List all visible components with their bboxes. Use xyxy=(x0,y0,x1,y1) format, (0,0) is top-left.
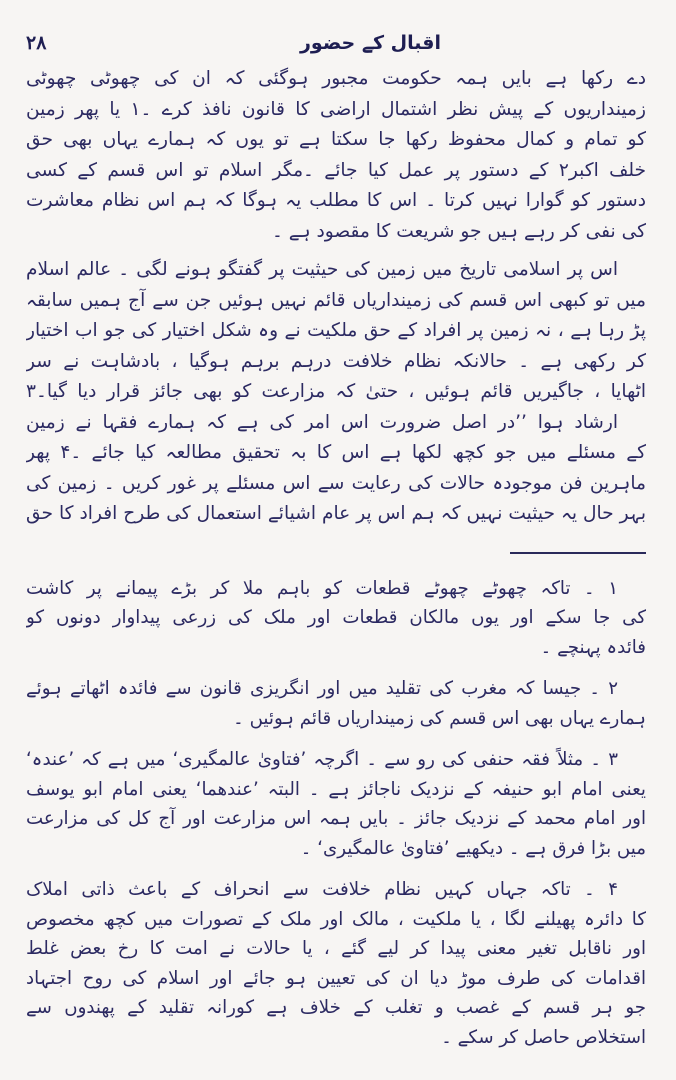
running-title: اقبال کے حضور xyxy=(299,32,441,54)
footnote-line: اور ناقابل تغیر معنی پیدا کر لیے گئے ، یا حالات نے امت کا رخ بعض غلط xyxy=(26,938,646,959)
body-text xyxy=(26,64,646,530)
footnote-line: کا دائرہ پھیلنے لگا ، یا ملکیت ، مالک اور ملک کے تصورات میں کچھ مخصوص xyxy=(26,908,646,930)
body-line: دستور کو گوارا نہیں کرتا ۔ اس کا مطلب یہ ہوگا کہ ہم اس نظام معاشرت xyxy=(26,190,646,211)
body-line: میں تو کبھی اس قسم کی زمینداریاں قائم نہیں ہوئیں جن سے آج ہمیں سابقہ xyxy=(26,289,646,311)
body-line: بہر حال یہ حیثیت نہیں کہ ہم اس پر عام اشیائے استعمال کی طرح افراد کا حق xyxy=(26,503,646,524)
footnote-line: جو ہر قسم کے غصب و تغلب کے خلاف ہے کورانہ تقلید کے پھندوں سے xyxy=(26,997,646,1018)
footnote-line: ۱ ۔ تاکہ چھوٹے چھوٹے قطعات کو باہم ملا کر بڑے پیمانے پر کاشت xyxy=(26,577,618,599)
body-line: دے رکھا ہے بایں ہمہ حکومت مجبور ہوگئی کہ ان کی چھوٹی چھوٹی xyxy=(26,68,646,89)
footnotes xyxy=(26,574,646,1053)
footnote-line: فائدہ پہنچے ۔ xyxy=(540,636,646,658)
body-line: کی نفی کر رہے ہیں جو شریعت کا مقصود ہے ۔ xyxy=(272,220,646,242)
body-line: کو تمام و کمال محفوظ رکھا جا سکتا ہے تو یوں کہ ہمارے یہاں بھی حق xyxy=(26,129,646,150)
page-number: ۲۸ xyxy=(26,32,47,54)
footnote-line: یعنی امام ابو حنیفہ کے نزدیک ناجائز ہے ۔ البتہ ’عندھما‘ یعنی امام ابو یوسف xyxy=(26,778,646,800)
body-line: خلف اکبر۲ کے دستور پر عمل کیا جائے ۔مگر اسلام تو اس قسم کے کسی xyxy=(26,159,646,181)
footnote-line: استخلاص حاصل کر سکے ۔ xyxy=(441,1026,646,1048)
footnote-line: ۳ ۔ مثلاً فقہ حنفی کی رو سے ۔ اگرچہ ’فتاویٰ عالمگیری‘ میں ہے کہ ’عندہ‘ xyxy=(26,749,618,770)
footnote-line: اور امام محمد کے نزدیک جائز ۔ بایں ہمہ اس مزارعت اور آج کل کی مزارعت xyxy=(26,808,646,829)
body-line: کے مسئلے میں جو کچھ لکھا ہے اس کا بہ تحقیق مطالعہ کیا جائے ۔۴ پھر xyxy=(26,442,646,463)
body-line: اٹھایا ، جاگیریں قائم ہوئیں ، حتیٰ کہ مزارعت کو بھی جائز قرار دیا گیا۔۳ xyxy=(26,381,646,402)
body-line: ماہرین فن موجودہ حالات کی رعایت سے اس مسئلے پر غور کریں ۔ زمین کی xyxy=(26,472,646,494)
body-line: کر رکھی ہے ۔ حالانکہ نظام خلافت درہم برہم ہوگیا ، بادشاہت نے سر xyxy=(26,350,646,372)
body-line: اس پر اسلامی تاریخ میں زمین کی حیثیت پر گفتگو ہونے لگی ۔ عالم اسلام xyxy=(26,259,618,280)
footnote-line: ۲ ۔ جیسا کہ مغرب کی تقلید میں اور انگریزی قانون سے فائدہ اٹھاتے ہوئے xyxy=(26,678,618,699)
page-header xyxy=(26,28,646,58)
footnote-separator xyxy=(510,552,646,554)
footnote-line: اقدامات کی طرف موڑ دیا ان کی تعیین ہو جائے اور اسلام کی روح اجتہاد xyxy=(26,967,646,989)
footnote-line: ہمارے یہاں بھی اس قسم کی زمینداریاں قائم ہوئیں ۔ xyxy=(233,707,646,729)
footnote-line: کی جا سکے اور یوں مالکان قطعات اور ملک کی زرعی پیداوار دونوں کو xyxy=(26,607,646,628)
body-line: ارشاد ہوا ’’در اصل ضرورت اس امر کی ہے کہ ہمارے فقہا نے زمین xyxy=(26,411,618,433)
footnote-line: ۴ ۔ تاکہ جہاں کہیں نظام خلافت سے انحراف کے باعث ذاتی املاک xyxy=(26,879,618,900)
body-line: پڑ رہا ہے ، نہ زمین پر افراد کے حق ملکیت نے وہ شکل اختیار کی جو اب اختیار xyxy=(26,320,646,341)
footnote-line: میں بڑا فرق ہے ۔ دیکھیے ’فتاویٰ عالمگیری‘ ۔ xyxy=(300,837,646,859)
body-line: زمینداریوں کے پیش نظر اشتمال اراضی کا قانون نافذ کرے ۔۱ یا پھر زمین xyxy=(26,98,646,120)
